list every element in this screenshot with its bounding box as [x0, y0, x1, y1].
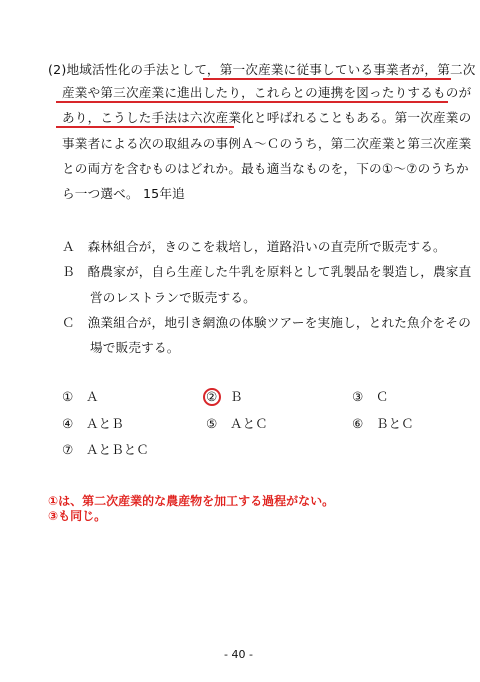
- annotation-note-line-2: ③も同じ。: [48, 509, 107, 523]
- option-5: [206, 416, 268, 432]
- option-4-number: ④: [62, 416, 74, 431]
- option-1-text: Ａ: [85, 389, 99, 404]
- answer-circle-mark: [203, 388, 221, 406]
- question-line-6: ら一つ選べ。 15年追: [62, 186, 185, 201]
- option-6: [352, 416, 414, 432]
- option-3-text: Ｃ: [375, 389, 389, 404]
- option-4: [62, 416, 124, 432]
- question-line-3: あり，こうした手法は六次産業化と呼ばれることもある。第一次産業の: [62, 110, 472, 125]
- red-underline-1: [203, 78, 451, 80]
- question-line-1: (2)地域活性化の手法として，第一次産業に従事している事業者が，第二次: [48, 62, 476, 77]
- option-1: [62, 389, 98, 405]
- option-6-text: ＢとＣ: [375, 416, 414, 431]
- option-3: [352, 389, 388, 405]
- case-b-line-1: Ｂ 酪農家が，自ら生産した牛乳を原料として乳製品を製造し，農家直: [62, 264, 472, 279]
- option-7-number: ⑦: [62, 442, 74, 457]
- option-4-text: ＡとＢ: [85, 416, 124, 431]
- option-2-number: ②: [206, 389, 218, 404]
- question-line-2: 産業や第三次産業に進出したり，これらとの連携を図ったりするものが: [62, 85, 472, 100]
- option-5-text: ＡとＣ: [229, 416, 268, 431]
- case-c-line-1: Ｃ 漁業組合が，地引き網漁の体験ツアーを実施し，とれた魚介をその: [62, 315, 472, 330]
- question-line-4: 事業者による次の取組みの事例Ａ～Ｃのうち，第二次産業と第三次産業: [62, 136, 472, 151]
- option-3-number: ③: [352, 389, 364, 404]
- option-2-text: Ｂ: [229, 389, 243, 404]
- case-c-line-2: 場で販売する。: [90, 340, 180, 355]
- option-1-number: ①: [62, 389, 74, 404]
- option-6-number: ⑥: [352, 416, 364, 431]
- option-5-number: ⑤: [206, 416, 218, 431]
- page-number: - 40 -: [224, 648, 253, 661]
- red-underline-2: [56, 101, 448, 103]
- case-a: Ａ 森林組合が，きのこを栽培し，道路沿いの直売所で販売する。: [62, 239, 446, 254]
- option-7-text: ＡとＢとＣ: [85, 442, 149, 457]
- annotation-note-line-1: ①は、第二次産業的な農産物を加工する過程がない。: [48, 494, 335, 508]
- case-b-line-2: 営のレストランで販売する。: [90, 290, 256, 305]
- question-line-5: との両方を含むものはどれか。最も適当なものを，下の①～⑦のうちか: [62, 161, 469, 176]
- red-underline-3: [56, 126, 234, 128]
- option-7: [62, 442, 149, 458]
